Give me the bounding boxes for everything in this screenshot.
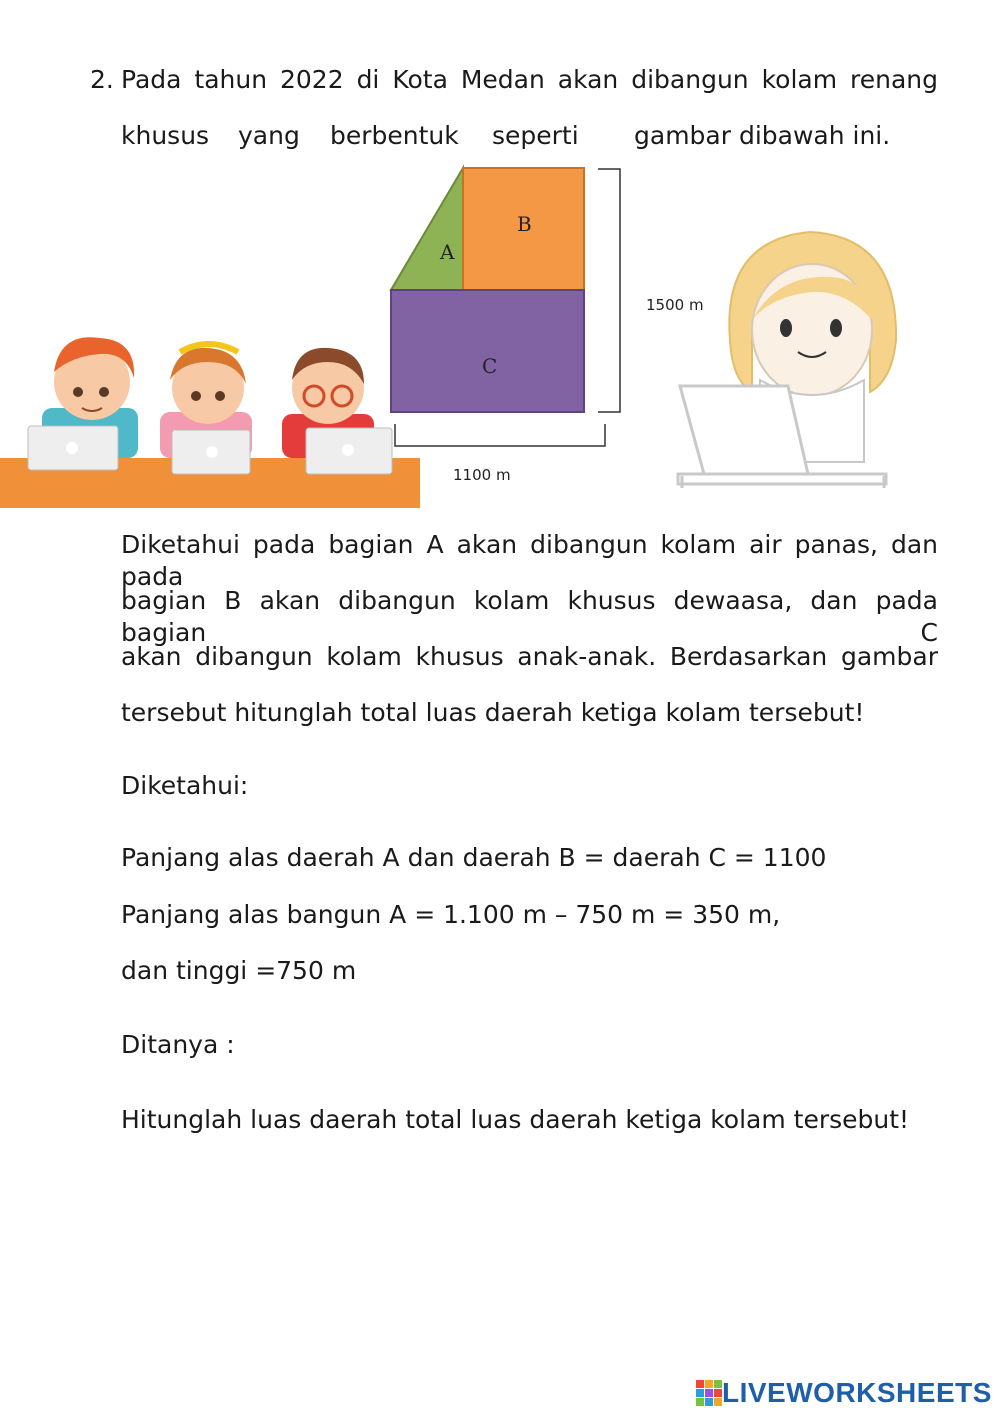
- known-line-1: Panjang alas daerah A dan daerah B = daerah C = 1100: [121, 843, 827, 872]
- question-word-berbentuk: berbentuk: [330, 121, 459, 150]
- liveworksheets-logo-text: LIVEWORKSHEETS: [722, 1377, 992, 1408]
- question-number: 2.: [90, 65, 114, 94]
- kids-illustration: [0, 337, 420, 508]
- liveworksheets-logo: [696, 1376, 992, 1410]
- question-word-gambar: gambar dibawah ini.: [634, 121, 891, 150]
- pool-figure: [391, 168, 704, 484]
- region-c-label: C: [482, 354, 498, 378]
- paragraph-line-1: Diketahui pada bagian A akan dibangun kolam air panas, dan pada: [121, 530, 938, 591]
- known-heading: Diketahui:: [121, 771, 249, 800]
- paragraph-line-3: akan dibangun kolam khusus anak-anak. Berdasarkan gambar: [121, 642, 938, 671]
- paragraph-line-4: tersebut hitunglah total luas daerah ketiga kolam tersebut!: [121, 698, 865, 727]
- width-label: 1100 m: [453, 466, 511, 484]
- asked-line-1: Hitunglah luas daerah total luas daerah ketiga kolam tersebut!: [121, 1105, 910, 1134]
- asked-heading: Ditanya :: [121, 1030, 235, 1059]
- question-word-khusus: khusus: [121, 121, 210, 150]
- teacher-illustration: [678, 232, 896, 488]
- region-a-label: A: [440, 240, 455, 264]
- height-bracket: [598, 169, 620, 412]
- question-line-1: Pada tahun 2022 di Kota Medan akan dibangun kolam renang: [121, 65, 938, 94]
- region-a-shape: [391, 168, 463, 290]
- height-label: 1500 m: [646, 296, 704, 314]
- paragraph-line-2: bagian B akan dibangun kolam khusus dewaasa, dan pada bagian C: [121, 586, 938, 647]
- liveworksheets-logo-icon: [696, 1380, 722, 1406]
- known-line-3: dan tinggi =750 m: [121, 956, 357, 985]
- region-b-label: B: [517, 212, 532, 236]
- region-c-shape: [391, 290, 584, 412]
- width-bracket: [395, 424, 605, 446]
- question-word-seperti: seperti: [492, 121, 579, 150]
- known-line-2: Panjang alas bangun A = 1.100 m – 750 m = 350 m,: [121, 900, 781, 929]
- question-word-yang: yang: [238, 121, 300, 150]
